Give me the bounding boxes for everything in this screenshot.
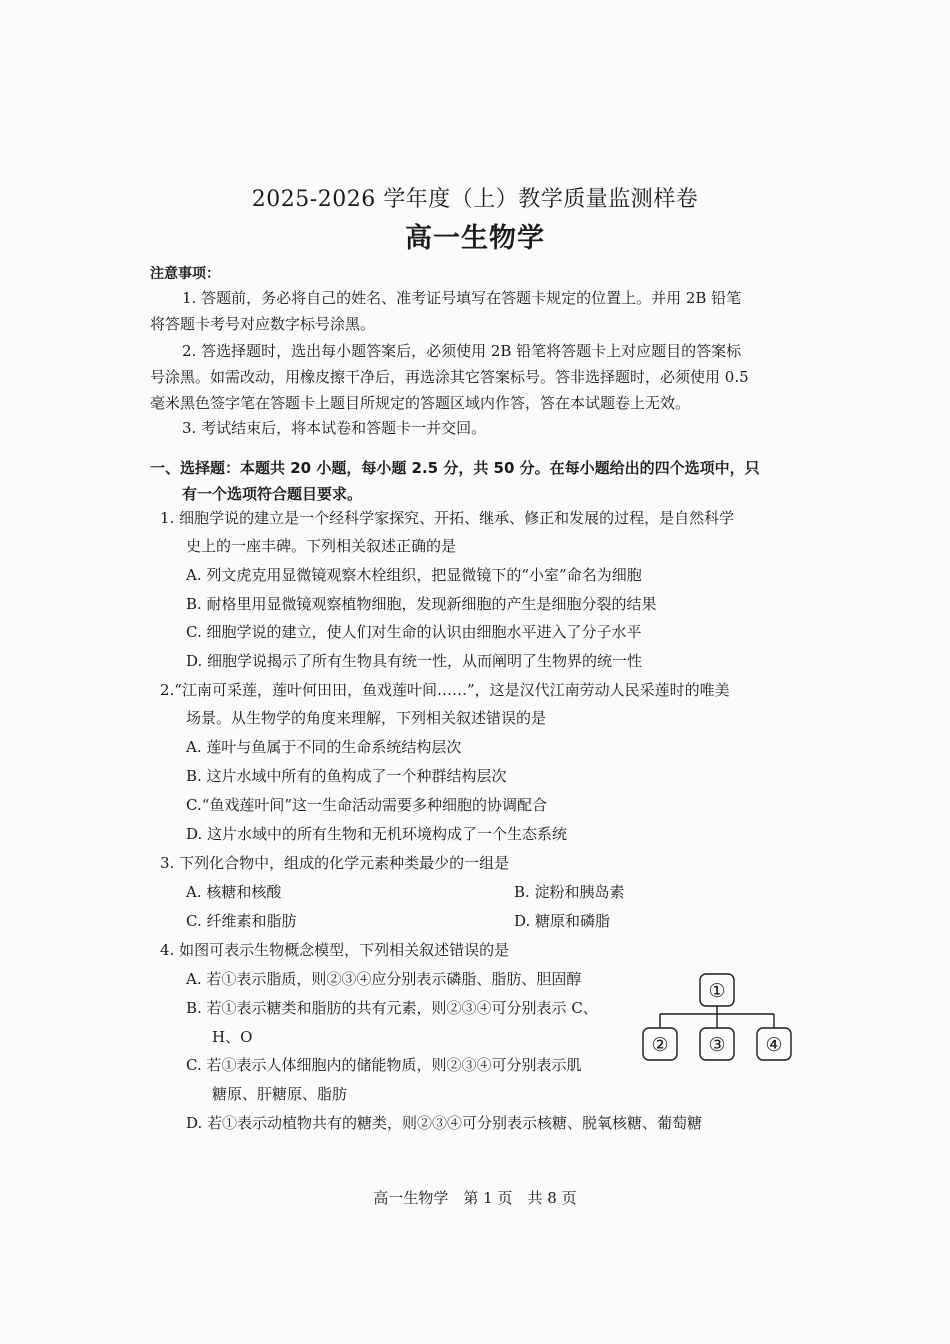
section-heading-cont: 有一个选项符合题目要求。 <box>182 485 363 503</box>
q3-option-a: A. 核糖和核酸 <box>186 883 282 901</box>
q1-stem: 1. 细胞学说的建立是一个经科学家探究、开拓、继承、修正和发展的过程，是自然科学 <box>160 509 735 527</box>
exam-title: 2025-2026 学年度（上）教学质量监测样卷 <box>251 187 699 212</box>
q1-option-c: C. 细胞学说的建立，使人们对生命的认识由细胞水平进入了分子水平 <box>186 623 642 641</box>
concept-model-diagram <box>640 966 800 1066</box>
q2-option-a: A. 莲叶与鱼属于不同的生命系统结构层次 <box>186 738 462 756</box>
q2-option-b: B. 这片水域中所有的鱼构成了一个种群结构层次 <box>186 767 507 785</box>
section-heading: 一、选择题：本题共 20 小题，每小题 2.5 分，共 50 分。在每小题给出的四个选项中，只 <box>150 459 760 477</box>
q4-option-c-cont: 糖原、肝糖原、脂肪 <box>212 1085 348 1103</box>
q4-option-c: C. 若①表示人体细胞内的储能物质，则②③④可分别表示肌 <box>186 1056 582 1074</box>
diagram-label-child: ② <box>651 1034 669 1056</box>
diagram-label-child: ④ <box>765 1034 783 1056</box>
q1-option-b: B. 耐格里用显微镜观察植物细胞，发现新细胞的产生是细胞分裂的结果 <box>186 595 657 613</box>
notice-line: 2. 答选择题时，选出每小题答案后，必须使用 2B 铅笔将答题卡上对应题目的答案标 <box>182 342 742 360</box>
q3-option-c: C. 纤维素和脂肪 <box>186 912 297 930</box>
q2-stem: 2.“江南可采莲，莲叶何田田，鱼戏莲叶间……”，这是汉代江南劳动人民采莲时的唯美 <box>160 681 730 699</box>
q3-option-d: D. 糖原和磷脂 <box>514 912 611 930</box>
q2-option-c: C.“鱼戏莲叶间”这一生命活动需要多种细胞的协调配合 <box>186 796 548 814</box>
page-footer: 高一生物学 第 1 页 共 8 页 <box>373 1189 577 1207</box>
q4-option-b: B. 若①表示糖类和脂肪的共有元素，则②③④可分别表示 C、 <box>186 999 598 1017</box>
notice-line: 1. 答题前，务必将自己的姓名、准考证号填写在答题卡规定的位置上。并用 2B 铅笔 <box>182 289 742 307</box>
notice-line: 毫米黑色签字笔在答题卡上题目所规定的答题区域内作答，答在本试题卷上无效。 <box>150 394 691 412</box>
q4-stem: 4. 如图可表示生物概念模型，下列相关叙述错误的是 <box>160 941 510 959</box>
notice-heading: 注意事项： <box>150 266 220 282</box>
q2-stem-cont: 场景。从生物学的角度来理解，下列相关叙述错误的是 <box>186 709 547 727</box>
subject-title: 高一生物学 <box>405 223 545 254</box>
q3-option-b: B. 淀粉和胰岛素 <box>514 883 625 901</box>
notice-line: 3. 考试结束后，将本试卷和答题卡一并交回。 <box>182 419 487 437</box>
q4-option-a: A. 若①表示脂质，则②③④应分别表示磷脂、脂肪、胆固醇 <box>186 970 582 988</box>
diagram-label-top: ① <box>708 980 726 1002</box>
notice-line: 号涂黑。如需改动，用橡皮擦干净后，再选涂其它答案标号。答非选择题时，必须使用 0.5 <box>150 368 749 386</box>
q4-option-d: D. 若①表示动植物共有的糖类，则②③④可分别表示核糖、脱氧核糖、葡萄糖 <box>186 1114 703 1132</box>
q1-option-d: D. 细胞学说揭示了所有生物具有统一性，从而阐明了生物界的统一性 <box>186 652 643 670</box>
q1-option-a: A. 列文虎克用显微镜观察木栓组织，把显微镜下的“小室”命名为细胞 <box>186 566 642 584</box>
q2-option-d: D. 这片水域中的所有生物和无机环境构成了一个生态系统 <box>186 825 568 843</box>
q4-option-b-cont: H、O <box>212 1028 253 1046</box>
q1-stem-cont: 史上的一座丰碑。下列相关叙述正确的是 <box>186 537 457 555</box>
q3-stem: 3. 下列化合物中，组成的化学元素种类最少的一组是 <box>160 854 510 872</box>
notice-line: 将答题卡考号对应数字标号涂黑。 <box>150 315 376 333</box>
diagram-label-child: ③ <box>708 1034 726 1056</box>
